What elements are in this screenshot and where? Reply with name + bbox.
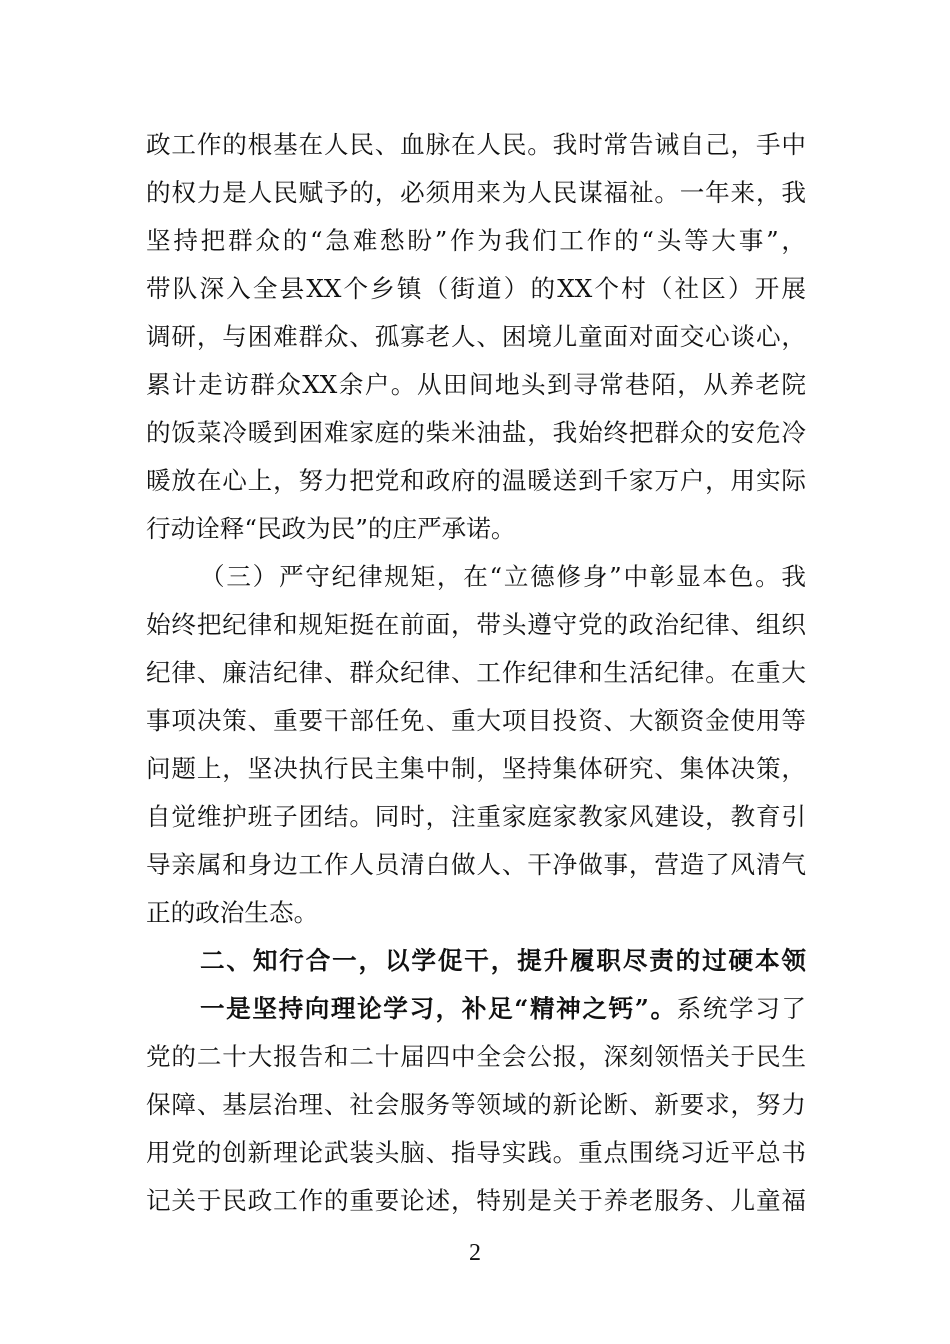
paragraph-2-line-2: 始终把纪律和规矩挺在前面，带头遵守党的政治纪律、组织: [146, 610, 806, 639]
paragraph-3-line-3: 保障、基层治理、社会服务等领域的新论断、新要求，努力: [146, 1090, 806, 1119]
paragraph-1-line-5: 调研，与困难群众、孤寡老人、困境儿童面对面交心谈心，: [146, 322, 806, 351]
paragraph-3-line-5: 记关于民政工作的重要论述，特别是关于养老服务、儿童福: [146, 1186, 806, 1215]
section-heading-2: 二、知行合一，以学促干，提升履职尽责的过硬本领: [200, 946, 806, 975]
paragraph-3-line-2: 党的二十大报告和二十届四中全会公报，深刻领悟关于民生: [146, 1042, 806, 1071]
paragraph-1-line-1: 政工作的根基在人民、血脉在人民。我时常告诫自己，手中: [146, 130, 806, 159]
paragraph-2-line-8: 正的政治生态。: [146, 898, 319, 927]
paragraph-2-line-1: （三）严守纪律规矩，在“立德修身”中彰显本色。我: [200, 562, 806, 591]
paragraph-3-lead-bold: 一是坚持向理论学习，补足“精神之钙”。: [200, 994, 677, 1023]
paragraph-1-line-7: 的饭菜冷暖到困难家庭的柴米油盐，我始终把群众的安危冷: [146, 418, 806, 447]
page-number: 2: [469, 1240, 481, 1266]
paragraph-2-line-6: 自觉维护班子团结。同时，注重家庭家教家风建设，教育引: [146, 802, 806, 831]
paragraph-1-line-3: 坚持把群众的“急难愁盼”作为我们工作的“头等大事”，: [146, 226, 806, 255]
paragraph-1-line-9: 行动诠释“民政为民”的庄严承诺。: [146, 514, 516, 543]
paragraph-1-line-8: 暖放在心上，努力把党和政府的温暖送到千家万户，用实际: [146, 466, 806, 495]
paragraph-3-lead-rest: 系统学习了: [676, 994, 806, 1023]
paragraph-2-line-7: 导亲属和身边工作人员清白做人、干净做事，营造了风清气: [146, 850, 806, 879]
paragraph-2-line-4: 事项决策、重要干部任免、重大项目投资、大额资金使用等: [146, 706, 806, 735]
paragraph-3-line-1: [200, 994, 806, 1024]
paragraph-1-line-6: 累计走访群众XX余户。从田间地头到寻常巷陌，从养老院: [146, 370, 806, 399]
paragraph-1-line-4: 带队深入全县XX个乡镇（街道）的XX个村（社区）开展: [146, 274, 806, 303]
paragraph-2-line-5: 问题上，坚决执行民主集中制，坚持集体研究、集体决策，: [146, 754, 806, 783]
paragraph-3-line-4: 用党的创新理论武装头脑、指导实践。重点围绕习近平总书: [146, 1138, 806, 1167]
paragraph-1-line-2: 的权力是人民赋予的，必须用来为人民谋福祉。一年来，我: [146, 178, 806, 207]
paragraph-2-line-3: 纪律、廉洁纪律、群众纪律、工作纪律和生活纪律。在重大: [146, 658, 806, 687]
